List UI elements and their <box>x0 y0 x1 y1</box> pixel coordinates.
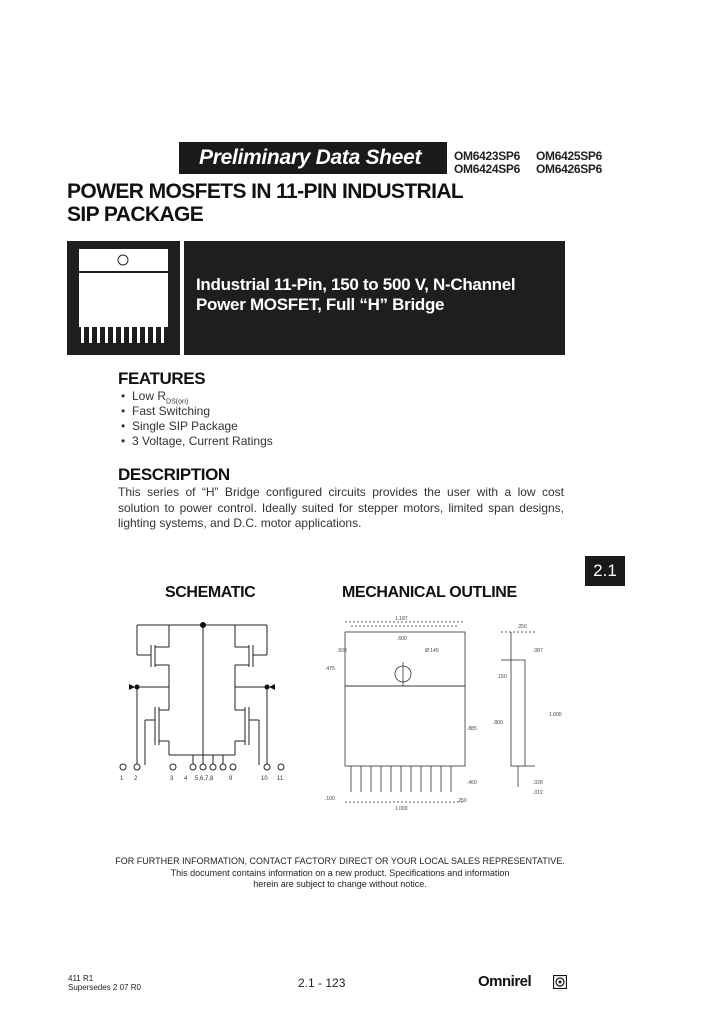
pin-label: 11 <box>277 776 284 782</box>
footer-line-3: herein are subject to change without notice. <box>253 879 427 889</box>
sip-package-icon <box>67 241 180 355</box>
dim-hole: Ø.145 <box>425 648 439 654</box>
features-heading: FEATURES <box>118 369 206 388</box>
preliminary-banner: Preliminary Data Sheet <box>179 142 447 174</box>
product-image <box>67 241 180 355</box>
dim-bottom-width: 1.000 <box>395 806 408 812</box>
part-number-2: OM6425SP6 <box>536 149 603 163</box>
mechanical-heading: MECHANICAL OUTLINE <box>342 584 517 601</box>
feature-item <box>121 404 210 419</box>
feature-text: Fast Switching <box>132 404 211 418</box>
feature-text: 3 Voltage, Current Ratings <box>132 434 273 448</box>
dim-pitch: .100 <box>325 796 335 802</box>
schematic-heading: SCHEMATIC <box>165 584 256 601</box>
pin-label: 3 <box>170 776 174 782</box>
dim-side-b: .800 <box>493 720 503 726</box>
bullet: • <box>121 434 126 448</box>
dim-top-width: 1.187 <box>395 616 408 622</box>
schematic-diagram <box>115 615 295 790</box>
feature-text: Low R <box>132 389 167 403</box>
footer-line-1: FOR FURTHER INFORMATION, CONTACT FACTORY DIRECT OR YOUR LOCAL SALES REPRESENTATIVE. <box>115 856 565 866</box>
part-number-3: OM6424SP6 <box>454 162 521 176</box>
section-tab: 2.1 <box>585 556 625 586</box>
mechanical-drawing <box>325 612 565 827</box>
footer-line-2: This document contains information on a new product. Specifications and information <box>170 867 510 878</box>
dim-lead-t: .012 <box>533 790 543 796</box>
page-number: 2.1 - 123 <box>298 976 346 990</box>
dim-tab-height: .475 <box>325 666 335 672</box>
dim-center: .600 <box>397 636 407 642</box>
feature-text: Single SIP Package <box>132 419 238 433</box>
dim-side-top: .250 <box>517 624 527 630</box>
subtitle-line-2: Power MOSFET, Full “H” Bridge <box>196 295 445 314</box>
footer-notice <box>100 856 580 891</box>
feature-item <box>121 434 273 449</box>
description-text: This series of “H” Bridge configured circuits provides the user with a low cost solution to power control. Ideally suited for stepper motors, limited span designs, lighting systems, and D.C. motor applications. <box>118 485 564 530</box>
pin-label: 2 <box>134 776 138 782</box>
description-heading: DESCRIPTION <box>118 465 230 484</box>
schematic-pin-labels <box>115 776 295 786</box>
subtitle-box <box>184 241 565 355</box>
title-line-2: SIP PACKAGE <box>67 203 204 226</box>
bullet: • <box>121 389 126 403</box>
dim-side-a: .150 <box>497 674 507 680</box>
dim-left-offset: .500 <box>337 648 347 654</box>
dim-body-height: .885 <box>467 726 477 732</box>
dim-lead-w: .028 <box>533 780 543 786</box>
subtitle-line-1: Industrial 11-Pin, 150 to 500 V, N-Channel <box>196 275 516 294</box>
feature-subscript: DS(on) <box>166 398 189 406</box>
page-title <box>67 180 463 226</box>
revision-line-2: Supersedes 2 07 R0 <box>68 983 141 992</box>
dim-lead-len: .460 <box>467 780 477 786</box>
feature-item <box>121 419 238 434</box>
part-number-4: OM6426SP6 <box>536 162 603 176</box>
pin-label: 4 <box>184 776 188 782</box>
dim-lead-offset: .250 <box>457 798 467 804</box>
pin-label: 9 <box>229 776 233 782</box>
dim-side-c: 1.000 <box>549 712 562 718</box>
revision-info <box>68 974 141 992</box>
bullet: • <box>121 404 126 418</box>
pin-label: 10 <box>261 776 268 782</box>
part-number-1: OM6423SP6 <box>454 149 521 163</box>
bullet: • <box>121 419 126 433</box>
dim-side-thk: .087 <box>533 648 543 654</box>
brand-logo: Omnirel <box>478 973 532 990</box>
title-line-1: POWER MOSFETS IN 11-PIN INDUSTRIAL <box>67 180 464 203</box>
pin-label: 1 <box>120 776 124 782</box>
pin-label: 5,6,7,8 <box>195 776 214 782</box>
omnirel-logo-icon <box>553 975 567 989</box>
revision-line-1: 411 R1 <box>68 974 94 983</box>
